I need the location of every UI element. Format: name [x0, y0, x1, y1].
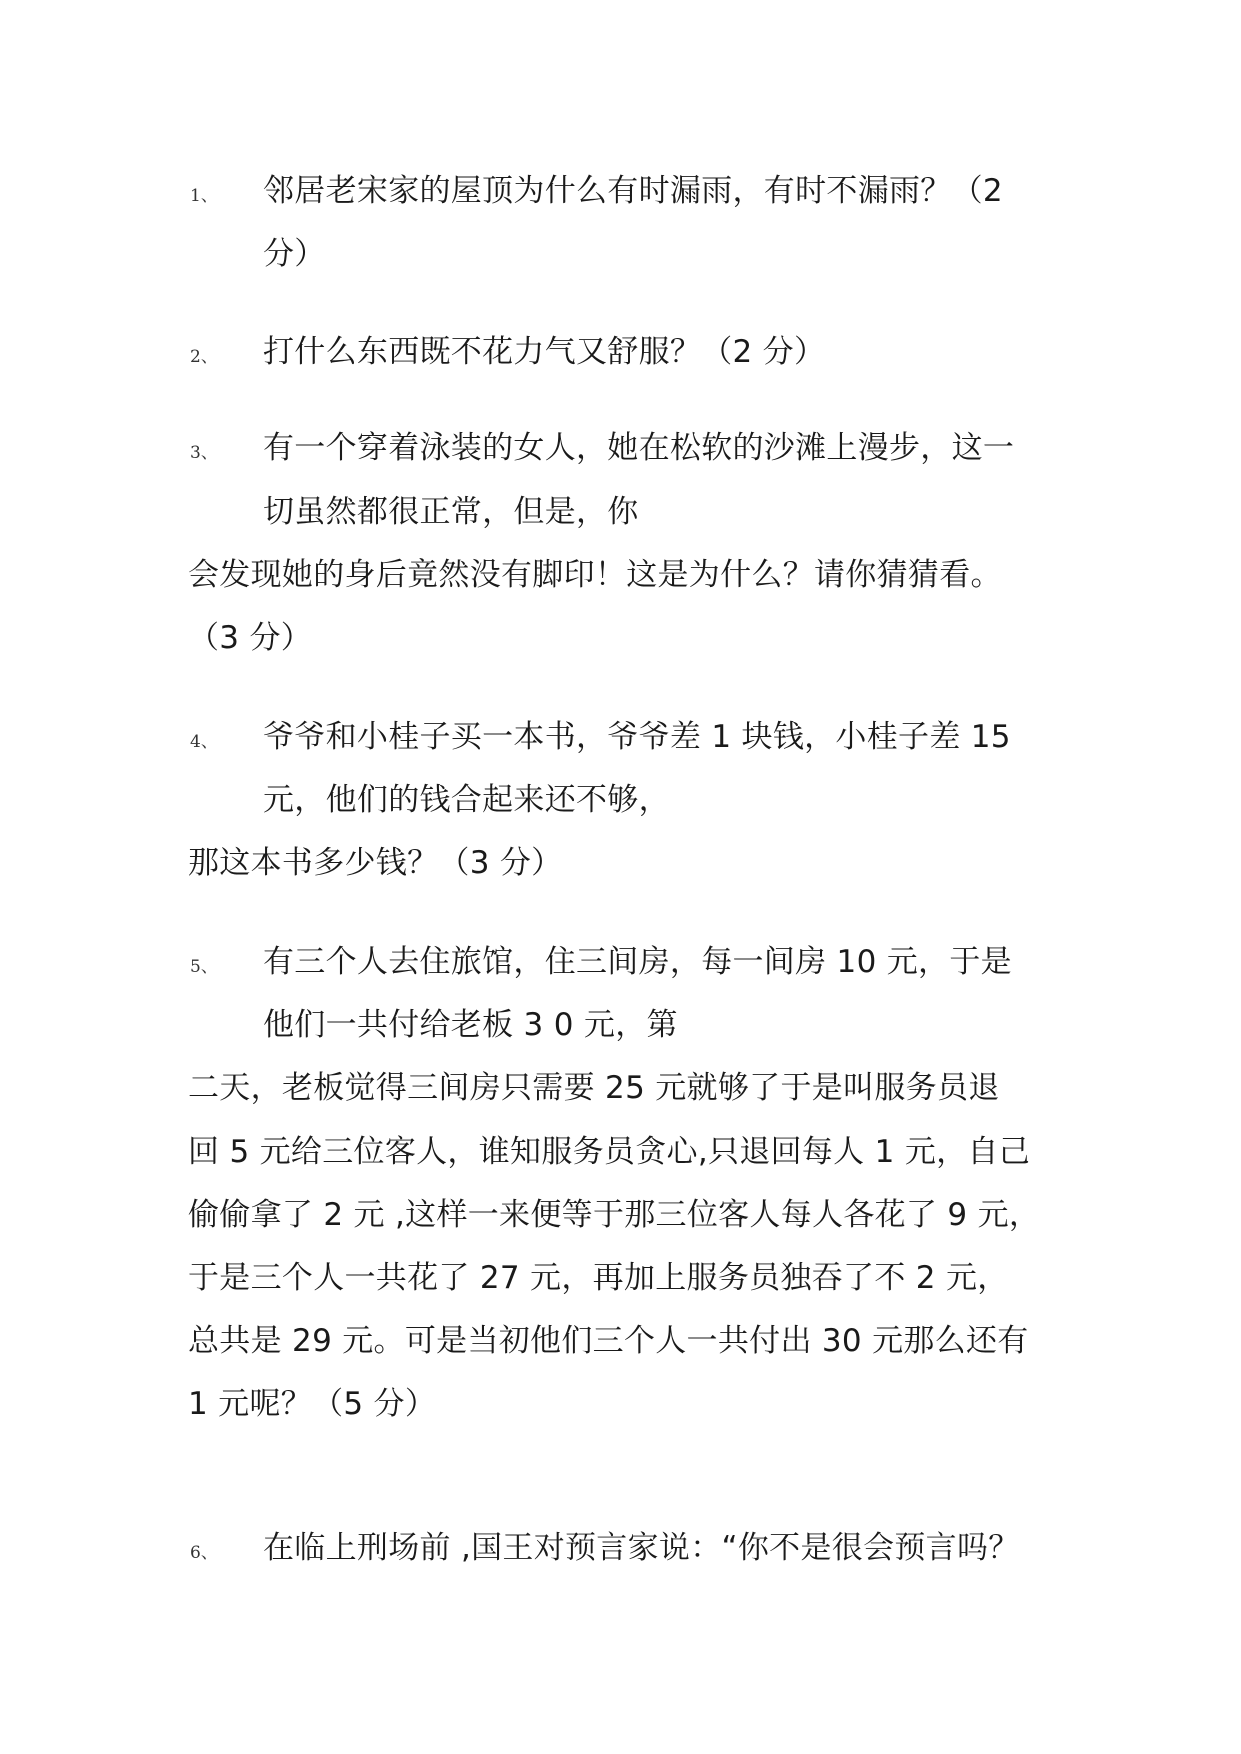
question-2-line-1: 打什么东西既不花力气又舒服？（2 分）	[263, 334, 826, 370]
question-5-line-5: 偷偷拿了 2 元 ,这样一来便等于那三位客人每人各花了 9 元，	[188, 1197, 1041, 1233]
question-5-line-4: 回 5 元给三位客人，谁知服务员贪心,只退回每人 1 元，自己	[188, 1134, 1031, 1170]
question-4-number: 4、	[190, 732, 218, 752]
question-5-line-7: 总共是 29 元。可是当初他们三个人一共付出 30 元那么还有	[188, 1323, 1029, 1359]
question-1-number: 1、	[190, 186, 218, 206]
question-5-line-3: 二天，老板觉得三间房只需要 25 元就够了于是叫服务员退	[188, 1070, 1000, 1106]
question-5-line-6: 于是三个人一共花了 27 元，再加上服务员独吞了不 2 元，	[188, 1260, 1009, 1296]
question-4-line-1: 爷爷和小桂子买一本书，爷爷差 1 块钱，小桂子差 15	[263, 719, 1011, 755]
question-1-line-1: 邻居老宋家的屋顶为什么有时漏雨，有时不漏雨？（2	[263, 173, 1003, 209]
question-5-number: 5、	[190, 957, 218, 977]
question-4-line-2: 元，他们的钱合起来还不够，	[263, 782, 670, 818]
question-3-line-3: 会发现她的身后竟然没有脚印！这是为什么？请你猜猜看。	[188, 557, 1002, 593]
question-6-line-1: 在临上刑场前 ,国王对预言家说：“你不是很会预言吗？	[263, 1530, 1020, 1566]
question-1-line-2: 分）	[263, 236, 326, 272]
question-6-number: 6、	[190, 1543, 218, 1563]
question-5-line-8: 1 元呢？（5 分）	[188, 1386, 437, 1422]
question-4-line-3: 那这本书多少钱？（3 分）	[188, 845, 563, 881]
question-5-line-1: 有三个人去住旅馆，住三间房，每一间房 10 元，于是	[263, 944, 1012, 980]
question-2-number: 2、	[190, 347, 218, 367]
question-3-line-1: 有一个穿着泳装的女人，她在松软的沙滩上漫步，这一	[263, 430, 1015, 466]
question-3-line-2: 切虽然都很正常，但是，你	[263, 494, 639, 530]
question-5-line-2: 他们一共付给老板 3 0 元，第	[263, 1007, 678, 1043]
question-3-line-4: （3 分）	[188, 620, 313, 656]
question-3-number: 3、	[190, 443, 218, 463]
